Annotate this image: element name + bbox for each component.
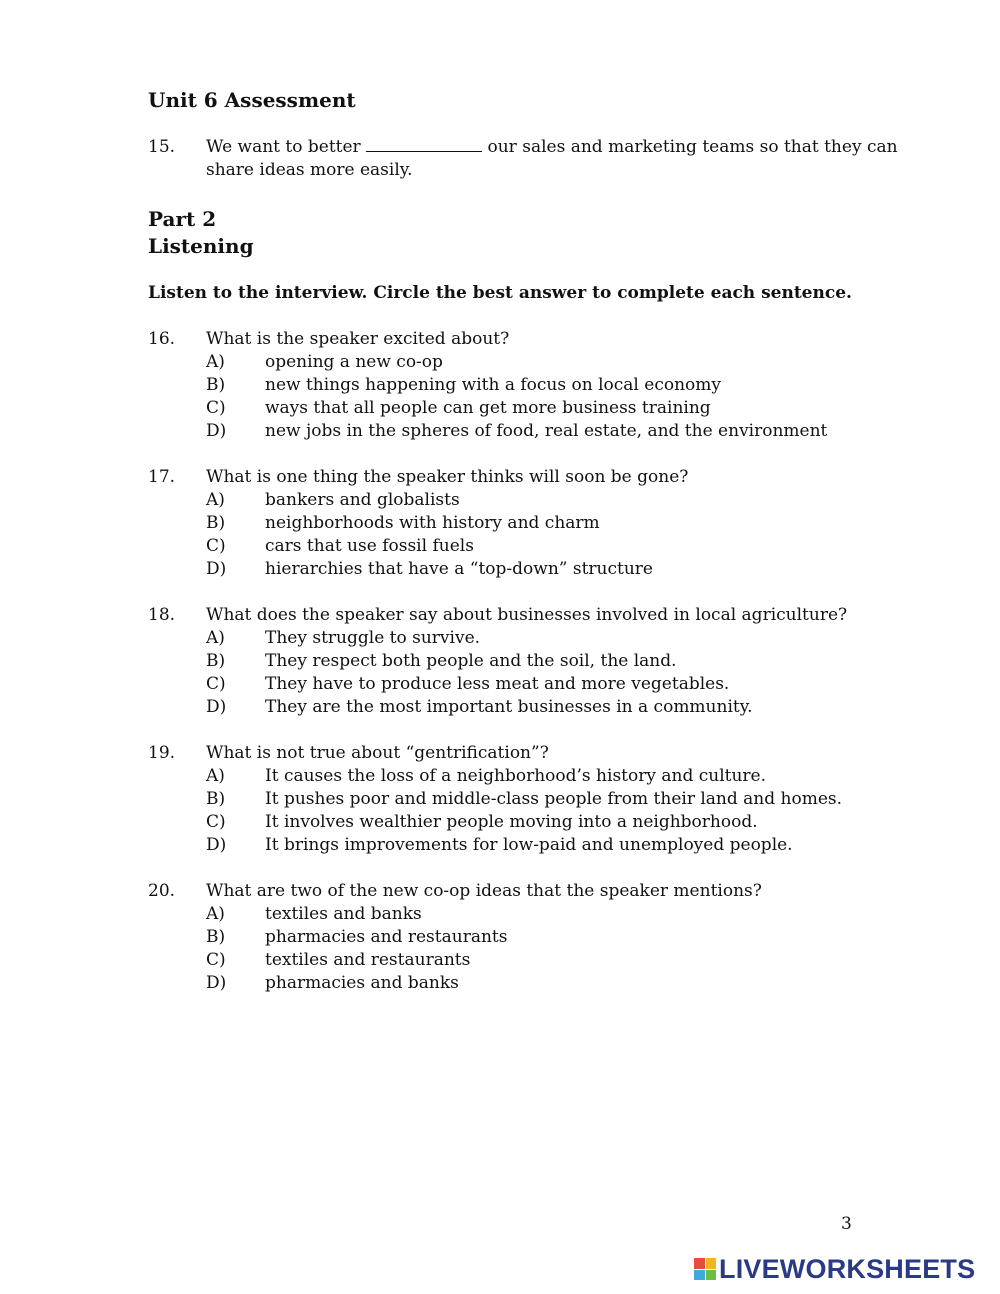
answer-option[interactable] (148, 489, 908, 512)
answer-option[interactable] (148, 512, 908, 535)
option-text: pharmacies and restaurants (265, 927, 508, 947)
answer-option[interactable] (148, 650, 908, 673)
option-text: It causes the loss of a neighborhood’s history and culture. (265, 766, 767, 786)
answer-option[interactable] (148, 673, 908, 696)
option-text: It pushes poor and middle-class people from their land and homes. (265, 789, 843, 809)
option-text: It brings improvements for low-paid and unemployed people. (265, 835, 793, 855)
option-letter: C) (206, 398, 226, 418)
answer-option[interactable] (148, 926, 908, 949)
question-number: 17. (148, 467, 176, 487)
question-text: What is the speaker excited about? (206, 329, 510, 349)
option-text: textiles and restaurants (265, 950, 471, 970)
option-text: ways that all people can get more business training (265, 398, 711, 418)
question-18 (148, 604, 908, 719)
option-text: opening a new co-op (265, 352, 443, 372)
logo-square (694, 1270, 705, 1281)
answer-option[interactable] (148, 351, 908, 374)
option-text: new things happening with a focus on local economy (265, 375, 721, 395)
answer-option[interactable] (148, 811, 908, 834)
option-letter: D) (206, 697, 227, 717)
answer-option[interactable] (148, 949, 908, 972)
question-15 (148, 136, 908, 182)
question-stem (148, 328, 908, 351)
option-letter: A) (206, 352, 225, 372)
question-text: What is one thing the speaker thinks will soon be gone? (206, 467, 689, 487)
question-text-line2: share ideas more easily. (206, 160, 413, 180)
option-text: textiles and banks (265, 904, 422, 924)
question-text: What is not true about “gentrification”? (206, 743, 549, 763)
logo-square (706, 1270, 717, 1281)
answer-option[interactable] (148, 788, 908, 811)
page-number: 3 (841, 1214, 852, 1234)
answer-option[interactable] (148, 765, 908, 788)
logo-square (694, 1258, 705, 1269)
option-text: They are the most important businesses in a community. (265, 697, 753, 717)
option-letter: B) (206, 375, 226, 395)
question-number: 20. (148, 881, 176, 901)
question-16 (148, 328, 908, 443)
logo-icon (694, 1258, 716, 1280)
answer-option[interactable] (148, 834, 908, 857)
question-number: 18. (148, 605, 176, 625)
option-letter: B) (206, 789, 226, 809)
option-letter: B) (206, 927, 226, 947)
question-20 (148, 880, 908, 995)
answer-blank[interactable] (366, 137, 482, 152)
answer-option[interactable] (148, 972, 908, 995)
answer-option[interactable] (148, 903, 908, 926)
option-text: hierarchies that have a “top-down” structure (265, 559, 653, 579)
question-19 (148, 742, 908, 857)
question-text: What does the speaker say about businesses involved in local agriculture? (206, 605, 848, 625)
page-title: Unit 6 Assessment (148, 88, 356, 112)
section-heading (148, 206, 254, 260)
brand-text: LIVEWORKSHEETS (719, 1253, 976, 1284)
answer-option[interactable] (148, 374, 908, 397)
option-text: bankers and globalists (265, 490, 460, 510)
answer-option[interactable] (148, 535, 908, 558)
question-text-before: We want to better (206, 137, 361, 157)
question-number: 19. (148, 743, 176, 763)
instructions: Listen to the interview. Circle the best answer to complete each sentence. (148, 283, 852, 303)
option-text: pharmacies and banks (265, 973, 459, 993)
option-text: They respect both people and the soil, the land. (265, 651, 677, 671)
option-letter: A) (206, 904, 225, 924)
question-text-after: our sales and marketing teams so that they can (487, 137, 898, 157)
question-number: 16. (148, 329, 176, 349)
part-label: Part 2 (148, 207, 217, 231)
option-letter: C) (206, 812, 226, 832)
option-letter: B) (206, 513, 226, 533)
option-text: They struggle to survive. (265, 628, 481, 648)
option-letter: A) (206, 490, 225, 510)
liveworksheets-logo (694, 1254, 975, 1284)
answer-option[interactable] (148, 397, 908, 420)
answer-option[interactable] (148, 420, 908, 443)
option-letter: D) (206, 835, 227, 855)
option-letter: D) (206, 559, 227, 579)
answer-option[interactable] (148, 627, 908, 650)
question-stem (148, 466, 908, 489)
question-number: 15. (148, 137, 176, 157)
question-stem (148, 880, 908, 903)
question-stem (148, 742, 908, 765)
option-text: It involves wealthier people moving into a neighborhood. (265, 812, 758, 832)
logo-square (706, 1258, 717, 1269)
option-letter: C) (206, 674, 226, 694)
question-stem (148, 604, 908, 627)
option-text: They have to produce less meat and more vegetables. (265, 674, 730, 694)
question-17 (148, 466, 908, 581)
option-letter: A) (206, 766, 225, 786)
option-letter: A) (206, 628, 225, 648)
option-letter: D) (206, 421, 227, 441)
option-letter: C) (206, 536, 226, 556)
section-label: Listening (148, 234, 254, 258)
option-text: new jobs in the spheres of food, real estate, and the environment (265, 421, 828, 441)
option-text: neighborhoods with history and charm (265, 513, 600, 533)
option-letter: C) (206, 950, 226, 970)
answer-option[interactable] (148, 558, 908, 581)
option-letter: B) (206, 651, 226, 671)
answer-option[interactable] (148, 696, 908, 719)
option-text: cars that use fossil fuels (265, 536, 474, 556)
question-text: What are two of the new co-op ideas that the speaker mentions? (206, 881, 762, 901)
option-letter: D) (206, 973, 227, 993)
